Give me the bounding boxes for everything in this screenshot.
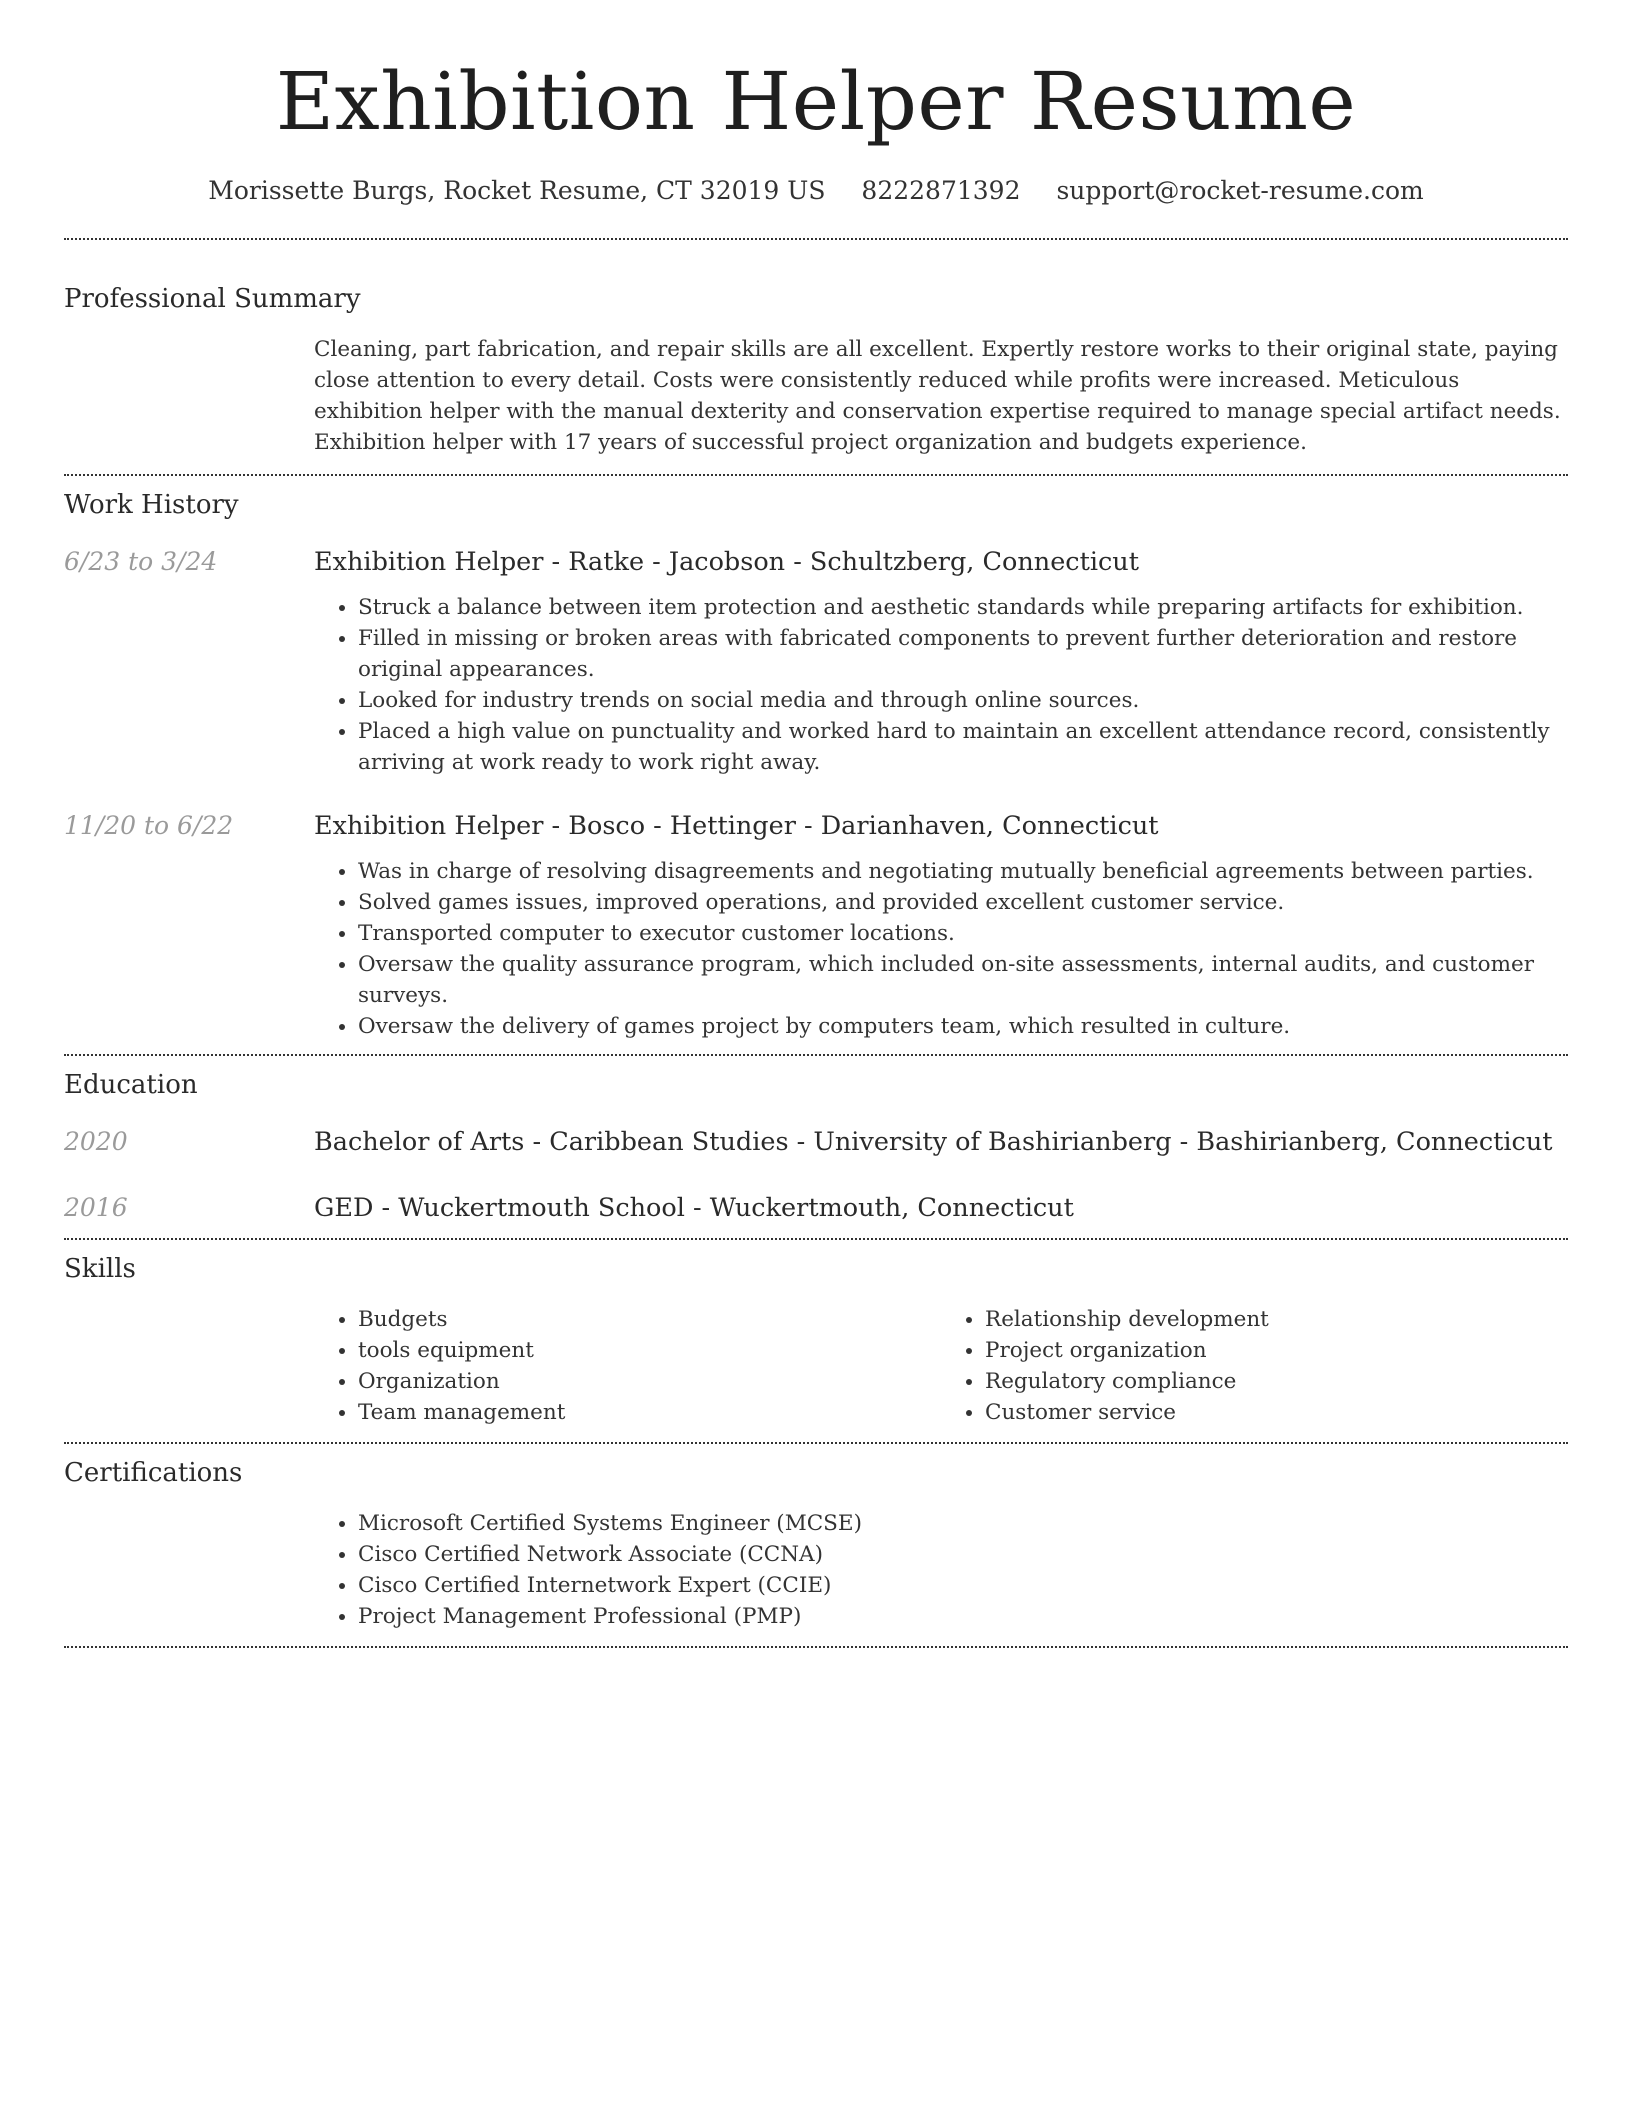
- education-heading: Education: [64, 1070, 198, 1100]
- skill-item: • Team management: [358, 1397, 941, 1428]
- education-year: 2020: [64, 1127, 128, 1156]
- education-title: GED - Wuckertmouth School - Wuckertmouth, Connecticut: [314, 1193, 1074, 1223]
- job-bullet: • Solved games issues, improved operations, and provided excellent customer service.: [358, 887, 1568, 918]
- summary-heading: Professional Summary: [64, 284, 361, 314]
- skills-heading: Skills: [64, 1254, 136, 1284]
- skills-list-left: [314, 1304, 941, 1428]
- job-bullet: • Oversaw the delivery of games project by computers team, which resulted in culture.: [358, 1011, 1568, 1042]
- skills-grid: [314, 1304, 1568, 1442]
- skill-item: • Organization: [358, 1366, 941, 1397]
- job-title: Exhibition Helper - Ratke - Jacobson - Schultzberg, Connecticut: [314, 547, 1139, 577]
- skill-item: • tools equipment: [358, 1335, 941, 1366]
- education-year: 2016: [64, 1193, 128, 1222]
- education-entry: [64, 1190, 1568, 1226]
- skill-item: • Project organization: [985, 1335, 1568, 1366]
- certifications-section: [64, 1444, 1568, 1646]
- job-bullet: • Oversaw the quality assurance program, which included on-site assessments, internal audits, and customer surveys.: [358, 949, 1568, 1011]
- certifications-heading: Certifications: [64, 1458, 243, 1488]
- education-entry: [64, 1124, 1568, 1160]
- skill-item: • Budgets: [358, 1304, 941, 1335]
- job-bullet: • Was in charge of resolving disagreements and negotiating mutually beneficial agreements between parties.: [358, 856, 1568, 887]
- skill-item: • Relationship development: [985, 1304, 1568, 1335]
- job-bullet: • Filled in missing or broken areas with fabricated components to prevent further deterioration and restore original appearances.: [358, 623, 1568, 685]
- job-bullet: • Struck a balance between item protection and aesthetic standards while preparing artifacts for exhibition.: [358, 592, 1568, 623]
- job-entry: [64, 544, 1568, 778]
- summary-text: Cleaning, part fabrication, and repair skills are all excellent. Expertly restore works to their original state, paying close attention to every detail. Costs were consistently reduced while profits were increased. Meticulous exhibition helper with the manual dexterity and conservation expertise required to manage special artifact needs. Exhibition helper with 17 years of successful project organization and budgets experience.: [314, 337, 1561, 455]
- certification-item: • Cisco Certified Internetwork Expert (CCIE): [358, 1570, 1568, 1601]
- job-bullets: [314, 856, 1568, 1042]
- contact-email: support@rocket-resume.com: [1056, 176, 1424, 205]
- skills-section: [64, 1240, 1568, 1442]
- job-bullet: • Looked for industry trends on social media and through online sources.: [358, 685, 1568, 716]
- work-history-section: [64, 476, 1568, 1054]
- section-divider: [64, 1646, 1568, 1648]
- contact-address: Morissette Burgs, Rocket Resume, CT 32019 US: [208, 176, 826, 205]
- job-body: [314, 544, 1568, 778]
- skills-list-right: [941, 1304, 1568, 1428]
- job-bullet: • Transported computer to executor customer locations.: [358, 918, 1568, 949]
- certification-item: • Cisco Certified Network Associate (CCNA): [358, 1539, 1568, 1570]
- work-history-heading: Work History: [64, 490, 239, 520]
- job-title: Exhibition Helper - Bosco - Hettinger - Darianhaven, Connecticut: [314, 811, 1159, 841]
- job-dates: 6/23 to 3/24: [64, 547, 218, 576]
- education-title: Bachelor of Arts - Caribbean Studies - University of Bashirianberg - Bashirianberg, Connecticut: [314, 1127, 1553, 1157]
- certifications-list: [314, 1508, 1568, 1632]
- job-entry: [64, 808, 1568, 1042]
- summary-section: [64, 240, 1568, 474]
- contact-phone: 8222871392: [861, 176, 1021, 205]
- resume-title: Exhibition Helper Resume: [275, 55, 1357, 148]
- job-dates: 11/20 to 6/22: [64, 811, 234, 840]
- job-bullet: • Placed a high value on punctuality and worked hard to maintain an excellent attendance record, consistently arriving at work ready to work right away.: [358, 716, 1568, 778]
- contact-line: [64, 174, 1568, 208]
- certifications-list-wrap: [314, 1508, 1568, 1646]
- certification-item: • Microsoft Certified Systems Engineer (MCSE): [358, 1508, 1568, 1539]
- certification-item: • Project Management Professional (PMP): [358, 1601, 1568, 1632]
- job-bullets: [314, 592, 1568, 778]
- skill-item: • Customer service: [985, 1397, 1568, 1428]
- skill-item: • Regulatory compliance: [985, 1366, 1568, 1397]
- education-section: [64, 1056, 1568, 1238]
- job-body: [314, 808, 1568, 1042]
